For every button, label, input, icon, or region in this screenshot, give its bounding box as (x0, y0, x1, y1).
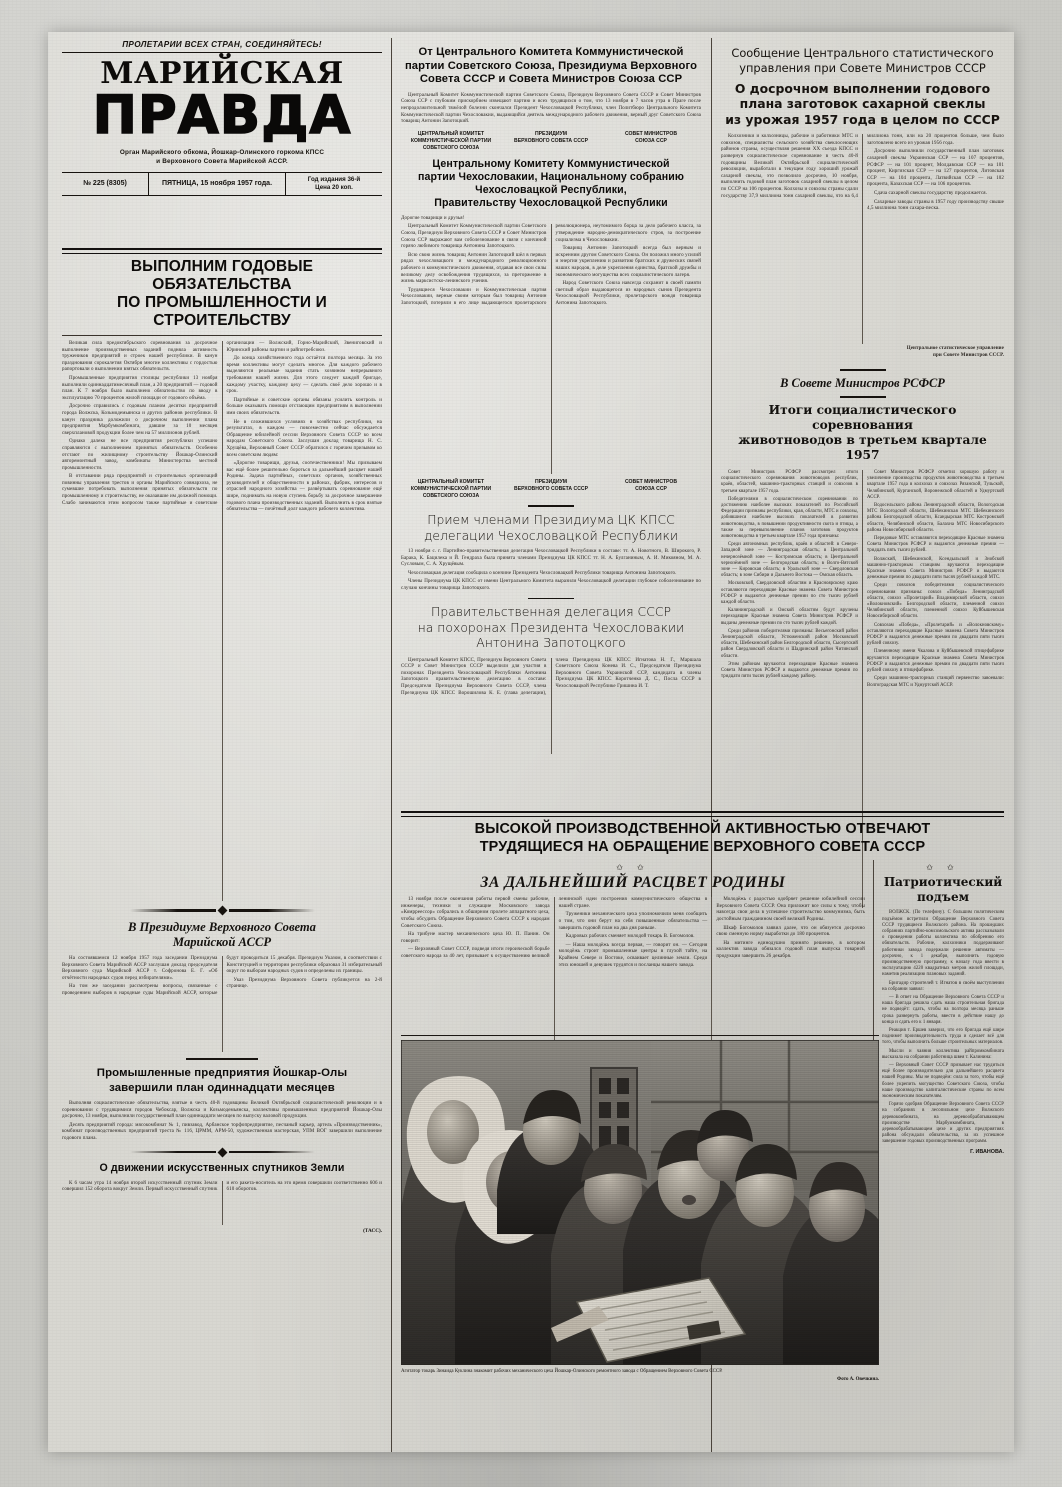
center-headline-3 (401, 512, 701, 543)
right-headline-2-line2: плана заготовок сахарной свеклы (739, 96, 986, 112)
paragraph: ВОЛЖСК. (По телефону). С большим политическим подъёмом встретили Обращение Верховного Совета СССР трудящиеся Волжского района. На прошедших собраниях партийно-комсомольского актива рассказывали о проведении работы коллектива по обобрению его обязательств. Рабочие, колхозники поддерживают работники завода подержали решение автоматы — досрочно, к 1 декабря, выполнить годовую производственную программу, к началу года ввести в эксплуатацию 4220 квадратных метров жилой площади, наметив реализацию плановых заданий. (882, 910, 1004, 978)
paragraph: Среди совхозов победителями социалистического соревнования признаны: совхоз «Победа» Ленинградской области, совхоз «Пролетарий» Владимирской области, совхоз «Волокновский» Белгородской области, племенной совхоз Челябинской области, племенной совхоз Куйбышевская Новосибирской области. (867, 583, 1004, 620)
ornament-divider-2 (62, 1149, 382, 1156)
signature-line: ПРЕЗИДИУМ (534, 130, 567, 137)
industry-article-body (62, 1101, 382, 1143)
paragraph: Партийные и советские органы обязаны усилить контроль и больше оказывать помощи отстающим предприятиям в выполнении ими своих обязательств. (226, 397, 382, 416)
signature-ministers (601, 479, 701, 500)
paragraph: Товарищ Антонин Запотоцкий всегда был верным и искренним другом Советского Союза. Он положил много усилий и энергии укреплению и развитию братских и дружеских связей наших народов, в деле укрепления единства, братской дружбы и экономического могущества всех социалистического лагеря. (555, 246, 701, 278)
paragraph: Народ Советского Союза навсегда сохранит в своей памяти светлый образ выдающегося из народных сынов Президента Чехословацкой Республики, пролетарского вождя товарища Антонина Запотоцкого. (555, 281, 701, 306)
paragraph: Центральный Комитет КПСС, Президиум Верховного Совета СССР и Совет Министров СССР выделили для участия в похоронах Президента Чехословацкой Республики Антонина Запотоцкого правительственную делегацию в составе: Председателя Президиума Верховного Совета СССР, члена Президиума ЦК КПСС Ворошилова К. Е. (глава делегации), члена Президиума ЦК КПСС Игнатова Н. Г., Маршала Советского Союза Конева И. С., Председателя Президиума Верховного Совета Украинской ССР, кандидата в члены Президиума ЦК КПСС Коротченко Д. С., Посла СССР в Чехословацкой Республике Гришина И. Т. (401, 657, 701, 696)
paragraph: Совет Министров РСФСР рассмотрел итоги социалистического соревнования животноводов республик, краёв, областей, машинно-тракторных станций и совхозов в третьем квартале 1957 года. (721, 470, 858, 494)
paragraph: 13 ноября после окончания работы первой смены рабочие, инженеры, техники и служащие Московского завода «Комрреессор» собрались в обширном пролете аппаратного цеха, чтобы обсудить Обращение Верховного Совета СССР к народам Советского Союза. (401, 897, 550, 929)
paragraph: Однако далеко не все предприятия республики успешно справляются с выполнением принятых обязательств. Особенно отстают по жилищному строительству Йошкар-Олинский авторемонтный завод, комбинаты Министерства местной промышленности. (62, 439, 218, 471)
center-headline-1-line1: От Центрального Комитета Коммунистической (418, 46, 684, 58)
left-top-rule (62, 248, 382, 254)
masthead-slogan: ПРОЛЕТАРИИ ВСЕХ СТРАН, СОЕДИНЯЙТЕСЬ! (62, 40, 382, 53)
ornament-bar-left (130, 1151, 216, 1153)
paragraph: Калининградской и Омской областям будут вручены переходящие Красные знамена Совета Министров РСФСР и выданы денежные премии по сто тысяч рублей каждой. (721, 608, 858, 626)
right-divider-2 (840, 396, 886, 398)
signature-presidium (501, 131, 601, 152)
ornament-bar-right (229, 1151, 315, 1153)
patriot-article-body (882, 910, 1004, 1145)
paragraph: Досрочно справились с годовым планом десятки предприятий города Волжска, Козьмодемьянска и других районов республики. В канун праздника доложили о досрочном выполнении плана предприятия Марбумкомбината, давшие за 10 месяцев сверхплановой продукции более чем на 57 миллионов рублей. (62, 404, 218, 436)
paragraph: Племенному имени Чкалова и Куйбышевской птицефабрике вручаются переходящие Красные знамена Совета Министров РСФСР и выдаются денежные премии по двадцати пяти тысяч рублей совхозу и птицефабрике. (867, 649, 1004, 674)
center-article-4-body (401, 658, 701, 754)
right-article-1-body (721, 134, 1004, 344)
center-headline-4 (401, 604, 701, 650)
right-section-title: В Совете Министров РСФСР (780, 376, 945, 391)
center-headline-2-line3: Чехословацкой Республики, (475, 183, 627, 196)
lead-headline (62, 258, 382, 330)
paragraph: Среди автономных республик, краёв и областей: в Северо-Западной зоне — Ленинградская область; в Центральной нечернозёмной зоне — Костромская область; в Центральной чернозёмной зоне — Белгородская область; в Волго-Вятской зоне — Кировская область; в Уральской зоне — Свердловская область; в зоне Сибири и Дальнего Востока — Омская область. (721, 542, 858, 579)
paragraph: Бригадир строителей т. Игнатов в своём выступлении на собрании заявил: (882, 980, 1004, 992)
signature-line: СОВЕТ МИНИСТРОВ (625, 130, 677, 137)
paragraph: К 6 часам утра 14 ноября второй искусственный спутник Земли совершил 152 оборота вокруг Земли. Первый искусственный спутник и его ракета-носитель на это время совершили соответственно 606 и 610 оборотов. (62, 1180, 382, 1193)
paragraph: Среди районов победителями признаны: Весьегонский район Ленинградской области, Устюженский район Московской области, Шебекинский район Белгородской области, Сысертский район Свердловской области и Шадринский район Читинской области. (721, 628, 858, 659)
paragraph: «Дорогие товарищи, друзья, соотечественники! Мы призываем вас ещё более решительно бороться за дальнейший расцвет нашей Родины. Задача партийных, советских органов, хозяйственных руководителей и общественности в районах, фабрик, интересов и отраслей народного хозяйства — развёртывать соревнование ещё шире, поднимать на новую ступень борьбу за досрочное завершение годового плана производственных заданий. Выполнить в срок взятые обязательства — почётный долг каждого рабочего коллектива. (226, 461, 382, 513)
banner-subheadline: ЗА ДАЛЬНЕЙШИЙ РАСЦВЕТ РОДИНЫ (480, 874, 786, 892)
paragraph: Сахарные заводы страны в 1957 году производству свыше 4,5 миллиона тонн сахара-песка. (867, 199, 1004, 212)
paragraph: На митинге единодушно принято решение, в котором коллектив завода обязался годовой план выпуска товарной продукции завершить 26 декабря. (716, 940, 865, 959)
signature-line: СОВЕТ МИНИСТРОВ (625, 479, 677, 486)
patriot-headline-line1: Патриотический (883, 875, 1003, 890)
paragraph: Реакция т. Ершев заверил, что его бригада ещё шире поднимет производительность труда и сделает всё для того, чтобы выполнить больше строительных материалов. (882, 1028, 1004, 1046)
presidium-bottom-rule (186, 1058, 258, 1060)
right-headline-3 (721, 403, 1004, 463)
paragraph: 13 ноября с. г. Партийно-правительственная делегация Чехословацкой Республики в составе: тт. А. Новотного, В. Широкого, Р. Барака, К. Бацилека и Й. Гендраха была принята членами Президиума ЦК КПСС тт. Н. А. Булганиным, А. И. Микояном, М. А. Сусловым, С. А. Хрущёвым. (401, 548, 701, 568)
signature-line: ПРЕЗИДИУМ (534, 479, 567, 486)
signature-party (401, 131, 501, 152)
paragraph: Совхозам «Победа», «Пролетарий» и «Волокновскому» оставляются переходящие Красные знамена Совета Министров РСФСР и выдаются денежные премии по двадцати пяти тысяч рублей совхозу. (867, 622, 1004, 647)
masthead-title-line2: ПРАВДА (92, 85, 352, 146)
edition-price (286, 173, 382, 195)
banner-top-rule (401, 811, 1004, 817)
patriot-section (874, 860, 1004, 1155)
right-headline-3-line2: животноводов в третьем квартале 1957 (738, 433, 987, 462)
signature-line: ЦЕНТРАЛЬНЫЙ КОМИТЕТ (417, 130, 485, 137)
patriot-headline-line2: подъем (916, 889, 970, 904)
photo-caption: Агитатор токарь Зинаида Куклина знакомит рабочих механического цеха Йошкар-Олинского ремонтного завода с Обращением Верховного Совета СССР. (401, 1369, 723, 1374)
masthead-subtitle-line1: Орган Марийского обкома, Йошкар-Олинского горкома КПСС (119, 149, 325, 156)
patriot-headline (882, 875, 1004, 904)
paragraph: Сдача сахарной свеклы государству продолжается. (874, 190, 988, 196)
signature-line: СОВЕТСКОГО СОЮЗА (422, 144, 480, 151)
paragraph: Чехословацкая делегация сообщила о кончине Президента Чехословацкой Республики товарища Антонина Запотоцкого. (408, 570, 677, 576)
paragraph: Передовые МТС оставляются переходящие Красные знамена Совета Министров РСФСР и выдаются денежные премии — тридцать пять тысяч рублей. (867, 536, 1004, 554)
lead-headline-line2: ПО ПРОМЫШЛЕННОСТИ И СТРОИТЕЛЬСТВУ (117, 294, 327, 329)
newspaper-sheet (48, 32, 1014, 1452)
paragraph: Промышленные предприятия столицы республики 13 ноября выполнили одиннадцатимесячный план, а 20 предприятий — годовой план. К 7 ноября было выполнено обязательство по вводу в эксплуатацию 70 процентов жилой площади от годового объёма. (62, 375, 218, 401)
paragraph: Великая сила предоктябрьского соревнования за досрочное выполнение производственных заданий подняла активность тружеников предприятий и строек нашей республики. В канун празднования сорокалетия Октября многие коллективы с гордостью рапортовали о выполнении взятых обязательств. (62, 341, 218, 373)
paragraph: На состоявшемся 12 ноября 1957 года заседании Президиума Верховного Совета Марийской АССР заслушан доклад председателя Верховного суда Марийской АССР т. Софронова Е. Г. «Об отчётности народных судов перед избирателями». (62, 956, 218, 981)
lead-headline-rule (62, 335, 382, 336)
banner-headline-line1: ВЫСОКОЙ ПРОИЗВОДСТВЕННОЙ АКТИВНОСТЬЮ ОТВЕЧАЮТ (474, 821, 931, 837)
center-headline-2-line1: Центральному Комитету Коммунистической (432, 157, 670, 170)
ornament-bar-left (130, 909, 216, 911)
paragraph: Досрочно выполнили государственный план заготовок сахарной свеклы Украинская ССР — на 107 процентов, РСФСР — на 101 процент, Молдавская ССР — на 101 процент, Киргизская ССР — на 127 процентов, Литовская ССР — на 104 процента, Латвийская ССР — на 102 процента, Казахская ССР — на 106 процентов. (867, 149, 1004, 188)
center-headline-3-line1: Прием членами Президиума ЦК КПСС (427, 512, 675, 528)
paragraph: Среди машинно-тракторных станций первенство завоевали: Волгоградская МТС и Удмуртской АССР. (867, 676, 1004, 688)
patriot-signature: Г. ИВАНОВА. (970, 1148, 1004, 1155)
banner-headline-line2: ТРУДЯЩИЕСЯ НА ОБРАЩЕНИЕ ВЕРХОВНОГО СОВЕТА СССР (479, 838, 926, 855)
ornament-bar-right (229, 909, 315, 911)
signature-party (401, 479, 501, 500)
edition-price-value: Цена 20 коп. (315, 184, 353, 191)
issue-number: № 225 (8305) (62, 173, 149, 195)
masthead-subtitle-line2: и Верховного Совета Марийской АССР. (156, 158, 288, 165)
center-headline-1 (401, 46, 701, 87)
center-divider-1 (528, 505, 574, 507)
photograph (401, 1040, 879, 1365)
center-divider-2 (528, 598, 574, 600)
right-divider-1 (840, 369, 886, 371)
paragraph: Этим районам вручаются переходящие Красные знамена Совета Министров РСФСР и выдаются денежные премии по тридцати пяти тысяч рублей каждому району. (721, 661, 858, 680)
masthead (62, 40, 382, 196)
photo-image (401, 1040, 879, 1365)
left-column (62, 244, 382, 1234)
paragraph: — В ответ на Обращение Верховного Совета СССР и наша бригада решила сдать наша строительная бригада не подведёт: сдать, чтобы на полтора месяца раньше срока развернуть работы, ввести в действие нашу до конца и сдать его к 1 января. (882, 995, 1004, 1025)
signature-line: КОММУНИСТИЧЕСКОЙ ПАРТИИ (410, 486, 492, 493)
right-headline-1 (721, 46, 1004, 75)
signature-presidium (501, 479, 601, 500)
signature-line: ВЕРХОВНОГО СОВЕТА СССР (514, 486, 588, 493)
center-headline-1-line2: партии Советского Союза, Президиума Верховного (404, 59, 698, 72)
paragraph: Члены Президиума ЦК КПСС от имени Центрального Комитета выразили Чехословацкой делегации глубокое соболезнование по случаю кончины товарища Запотоцкого. (401, 579, 701, 591)
industry-headline-line2: завершили план одиннадцати месяцев (109, 1081, 335, 1094)
paragraph: На трибуне мастер механического цеха Ю. П. Панин. Он говорит: (401, 932, 550, 944)
paragraph: — Верховный Совет СССР, подведя итоги героической борьбе советского народа за 40 лет, призывает к осуществлению великой ленинской идеи построения коммунистического общества в нашей стране. (401, 897, 708, 959)
paragraph: Выполняя социалистические обязательства, взятые в честь 40-й годовщины Великой Октябрьской социалистической революции и в соревновании с трудящимися городов Чебоксар, Волжска и Козьмодемьянска, коллективы промышленных предприятий Йошкар-Олы досрочно, 13 ноября, выполнили государственный план одиннадцати месяцев по выпуску валовой продукции. (62, 1101, 382, 1120)
paragraph: В отставании ряда предприятий и строительных организаций повинны управления трестов и органы Марийского совнархоза, не сумевшие потребовать выполнения принятых обязательств по промышленному и строительству, не оказавшие им должной помощи. Слабо занимаются этим вопросом также партийные и советские организации — Волжский, Горно-Марийский, Звениговский и Юринский районы партии и райпотребсоюз. (62, 341, 382, 506)
signature-ministers (601, 131, 701, 152)
presidium-headline-line2: Марийской АССР (172, 935, 272, 949)
center-headline-4-line3: Антонина Запотоцкого (476, 635, 626, 651)
signature-line: СОЮЗА ССР (635, 486, 667, 493)
paragraph: Центральный Комитет Коммунистической партии Советского Союза, Президиум Верховного Совета СССР и Совет Министров Союза ССР с глубоким прискорбием извещают партию и всех трудящихся о том, что 13 ноября в 7 часов утра в Праге после непродолжительной тяжёлой болезни скончался Президент Чехословацкой Республики, член Политбюро Центрального Комитета Коммунистической партии Чехословакии, выдающийся деятель международного рабочего движения, верный друг Советского Союза товарищ Антонин Запотоцкий. (401, 92, 701, 125)
paragraph: Трудящиеся Чехословакии и Коммунистическая партия Чехословакии, верные своим которым был товарищ Антонин Запотоцкий, потеряли в его лице выдающегося пролетарского революционера, неутомимого борца за дело рабочего класса, за утверждение народно-демократического строя, за построение социализма в Чехословакии. (401, 224, 701, 306)
paragraph: На том же заседании рассмотрены вопросы, связанные с проведением выборов в народные суды Марийской АССР, которые будут проводиться 15 декабря. Президиум Указом, в соответствии с Конституцией и территории республики образовал 31 избирательный округ по выборам народных судов и определены их границы. (62, 956, 382, 996)
right-headline-3-line1: Итоги социалистического соревнования (768, 403, 957, 432)
right-headline-2-line3: из урожая 1957 года в целом по СССР (725, 111, 1000, 127)
paragraph: Десять предприятий города: мясокомбинат № 1, пивзавод, Арбанское торфопредприятие, песчаный карьер, артель «Производственник», комбинат производственных предприятий треста № 116, ЦРММ, АРМ-50, художественная мастерская, УПМ ВОГ завершили выполнение годового плана. (62, 1122, 382, 1142)
star-ornament: ✩ ✩ (616, 863, 650, 873)
center-headline-2-line4: Правительству Чехословацкой Республики (434, 196, 668, 209)
paragraph: Всю свою жизнь товарищ Антонин Запотоцкий шёл в первых рядах чехословацкого и международного революционного рабочего и коммунистического движения, отдавая все свои силы великому делу освобождения трудящихся, за преторжение в жизнь марксистско-ленинского учения. (401, 252, 547, 285)
center-column (401, 46, 701, 754)
center-headline-3-line2: делегации Чехословацкой Республики (423, 527, 679, 543)
industry-headline-line1: Промышленные предприятия Йошкар-Олы (96, 1067, 348, 1080)
paragraph: Центральный Комитет Коммунистической партии Советского Союза, Президиум Верховного Совета СССР и Совет Министров Союза ССР выражают вам соболезнование в связи с кончиной горячо любимого товарища Антонина Запотоцкого. (401, 224, 547, 250)
center-headline-4-line1: Правительственная делегация СССР (431, 604, 671, 620)
photo-credit: Фото А. Овечкина. (837, 1377, 879, 1383)
lead-article-body (62, 341, 382, 901)
edition-year: Год издания 36-й (307, 175, 361, 183)
signature-line: при Совете Министров СССР. (933, 352, 1004, 358)
industry-headline (62, 1066, 382, 1095)
photo-block (401, 1035, 879, 1387)
signature-line: КОММУНИСТИЧЕСКОЙ ПАРТИИ (410, 137, 492, 144)
paragraph: Горячо одобряя Обращение Верховного Совета СССР на собраниях в лесопильном цехе Волжского деревокомбината, на деревообрабатывающем производстве Марбумкомбината, в деревообрабатывающем цехе и других предприятиях района обсуждали обязательства, за их успешное завершение годовых производственных программ. (882, 1102, 1004, 1145)
ornament-diamond (217, 906, 227, 916)
right-headline-2-line1: О досрочном выполнении годового (734, 81, 991, 96)
paragraph: Волжский, Шебекинской, Ксендыльской и Знобской машинно-тракторным станциям вручаются переходящие Красные знамена Совета Министров РСФСР и выдаются денежные премии по двадцати пяти тысяч рублей каждой МТС. (867, 556, 1004, 581)
center-signature-1 (401, 131, 701, 152)
center-article-2-body (401, 216, 701, 223)
center-headline-2 (401, 158, 701, 210)
paragraph: Московской, Свердловской областям и Красноярскому краю оставляются переходящие Красные знамена Совета Министров РСФСР и выдаются денежные премии по сто тысяч рублей каждой области. (721, 581, 858, 606)
star-ornament: ✩ ✩ (926, 863, 960, 873)
sputnik-source: (ТАСС). (363, 1227, 382, 1234)
ornament-divider-1 (62, 907, 382, 914)
paragraph: До конца хозяйственного года остаётся полтора месяца. За это время коллективы могут сделать многое. Для каждого рабочего выделяются реальные задания стать хозяином непрерывного требования нашей жизни. Для этого следует каждой бригаде, каждому участку, каждому цеху — сделать своё дело хорошо и в срок. (226, 356, 382, 395)
paragraph: Труженики механического цеха уполномочили меня сообщить о том, что они берут на себя повышенные обязательства — завершить годовой план на два дня раньше. (558, 912, 708, 931)
paragraph: — Верховный Совет СССР призывает нас трудиться ещё более производительно для дальнейшего расцвета нашей Родины. Мы не подведём: сила за того, чтобы ещё более укрепить могущество Советского Союза, чтобы наше производство капиталистические страны по всем экономическим показателям. (882, 1063, 1004, 1100)
banner-headline (401, 821, 1004, 856)
presidium-article-body (62, 956, 382, 1052)
banner-article-body (401, 897, 865, 1049)
masthead-info-bar (62, 172, 382, 196)
signature-line: СОЮЗА ССР (635, 137, 667, 144)
sputnik-article-body (62, 1181, 382, 1225)
sputnik-headline: О движении искусственных спутников Земли (99, 1161, 345, 1174)
paragraph: Водосельского района Ленинградской области, Вологодская МТС Вологодской области, Шебекинская МТС Шебекинского района Белгородской области, Ксандырская МТС Костромской области, Челябинской области, Балахна МТС Новосибирского района Новосибирской области. (867, 503, 1004, 533)
center-article-2-cols (401, 224, 701, 474)
right-column (721, 46, 1004, 908)
column-divider-1 (391, 38, 392, 1452)
center-headline-2-line2: партии Чехословакии, Национальному собранию (418, 170, 684, 183)
paragraph: — Наша молодёжь всегда первая, — говорит он. — Сегодня молодёжь строит промышленные центры в глухой тайге, на Крайнем Севере и Востоке, осваивает целинные земли. Среди этих юношей и девушек трудятся и посланцы нашего завода. (558, 942, 708, 968)
lead-headline-line1: ВЫПОЛНИМ ГОДОВЫЕ ОБЯЗАТЕЛЬСТВА (130, 258, 314, 293)
masthead-subtitle (62, 148, 382, 166)
paragraph: Указ Президиума Верховного Совета публикуется на 2-й странице. (226, 977, 382, 990)
center-article-3-body (401, 549, 701, 593)
paragraph: Не в сложившихся условиях в хозяйствах республики, на результатах, в каждом — повсеместно сейчас обсуждается Обращение юбилейной сессии Верховного Совета СССР ко всем народам Советского Союза. Заслушан доклад товарища Н. С. Хрущёва, Верховный Совет СССР обратился с горячим призывом ко всем советским людям: (226, 419, 382, 458)
paragraph: Мысли и чаяния коллектива райпромкомбината высказала на собрании работница швея т. Калинина: (882, 1048, 1004, 1060)
paragraph: Кадровых рабочих сменяет молодой токарь В. Богомолов. (565, 934, 695, 940)
right-headline-1-line2: управления при Совете Министров СССР (739, 60, 986, 75)
paragraph: Победителями в социалистическом соревновании по достижению наиболее высоких показателей по Российской Федерации признаны республики, края, области, МТС и совхозы, добившиеся наиболее высоких показателей в развитии животноводства, в повышении продуктивности скота и птицы, а также за перевыполнение планов заготовок продуктов животноводства в третьем квартале 1957 года признаны: (721, 496, 858, 540)
signature-line: ЦЕНТРАЛЬНЫЙ КОМИТЕТ (417, 479, 485, 486)
center-article-1-body (401, 93, 701, 126)
ornament-diamond (217, 1147, 227, 1157)
signature-line: ВЕРХОВНОГО СОВЕТА СССР (514, 137, 588, 144)
paragraph: Шкаф Богомолов заявил далее, что он обязуется досрочно свою сменную норму выработки до 180 процентов. (716, 925, 865, 938)
center-signature-2 (401, 479, 701, 500)
salutation: Дорогие товарищи и друзья! (401, 215, 465, 221)
paragraph: Молодёжь с радостью одобряет решение юбилейной сессии Верховного Совета СССР. Она приложит все силы к тому, чтобы навсегда свои дела в успешное строительство коммунизма, быть достойным гражданином своей великой Родины. (716, 897, 865, 922)
right-article-1-signature (721, 346, 1004, 359)
publication-date: ПЯТНИЦА, 15 ноября 1957 года. (149, 173, 286, 195)
right-headline-1-line1: Сообщение Центрального статистического (731, 46, 994, 60)
paragraph: Колхозники и колхозницы, рабочие и работники МТС и совхозов, специалисты сельского хозяйства свеклосеющих районов страны, осуществляя решения XX съезда КПСС и развернув социалистическое соревнование в честь 40-й годовщины Великой Октябрьской социалистической революции, выработали в текущем году хороший урожай сахарной свеклы, это позволило досрочно, 10 ноября, выполнить годовой план заготовок сахарной свеклы в целом по СССР на 106 процентов. Колхозы и совхозы страны сдали государству 37,9 миллиона тонн сахарной свеклы, что на 6,4 миллиона тонн, или на 20 процентов больше, чем было заготовлено всего из урожая 1956 года. (721, 134, 1004, 199)
right-headline-2 (721, 81, 1004, 127)
paragraph: Совет Министров РСФСР отметил хорошую работу и увеличение производства продуктов животноводства в третьем квартале 1957 года в колхозах и совхозах Рязанской, Тульской, Челябинской, Курганской, Воронежской областей и Удмуртской АССР. (867, 470, 1004, 500)
presidium-headline-line1: В Президиуме Верховного Совета (128, 920, 316, 934)
signature-line: СОВЕТСКОГО СОЮЗА (422, 493, 480, 500)
masthead-title-line1: МАРИЙСКАЯ (100, 56, 344, 91)
presidium-headline (62, 920, 382, 950)
signature-line: Центральное статистическое управление (906, 346, 1004, 352)
center-headline-1-line3: Совета СССР и Совета Министров Союза ССР (419, 73, 683, 86)
center-headline-4-line2: на похоронах Президента Чехословакии (417, 619, 685, 635)
